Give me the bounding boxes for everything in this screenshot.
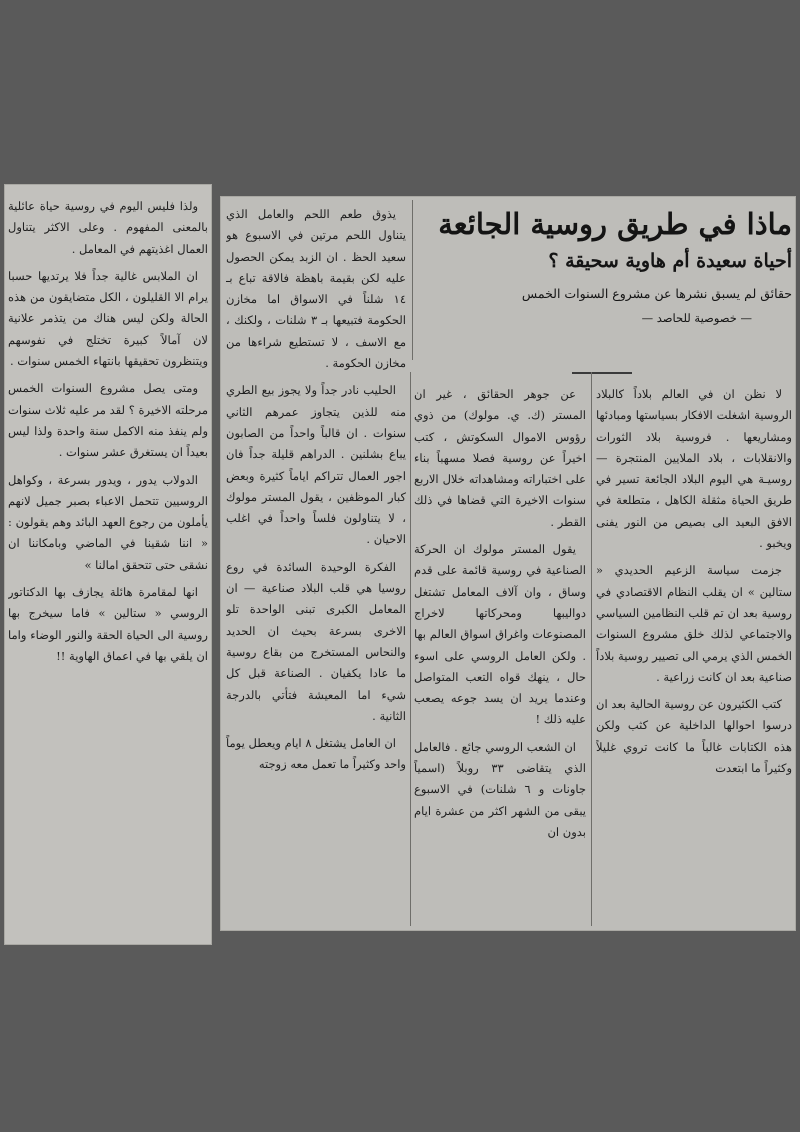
paragraph: ان الملابس غالية جداً فلا يرتديها حسبا يرام الا القليلون ، الكل متضايقون من هذه الحالة ولكن ليس هناك من يتذمر علانية لان آمالاً كبيرة تختلج في نفوسهم ويتنظرون تحقيقها بانتهاء الخمس سنوات . (8, 268, 208, 369)
paragraph: الدولاب يدور ، ويدور بسرعة ، وكواهل الروسيين تتحمل الاعباء بصبر جميل لانهم يأملون من رجوع العهد البائد وهم يقولون : « اننا شقينا في الماضي وبامكاننا ان نشقى حتى تتحقق امالنا » (8, 472, 208, 572)
paragraph: لا نظن ان في العالم بلاداً كالبلاد الروسية اشغلت الافكار بسياستها ومبادئها ومشاريعها . فروسية بلاد الثورات والانقلابات ، بلاد الملايين المنتجرة — روسيـة هي اليوم البلاد الجائعة تسير في طريق الحياة مثقلة الكاهل ، متطلعة في الافق البعيد الى بصيص من النور يفنى ويخبو . (596, 387, 792, 551)
article-column-3 (226, 204, 406, 926)
column-rule (410, 372, 411, 926)
title-underline (572, 372, 632, 374)
paragraph: جزمت سياسة الزعيم الحديدي « ستالين » ان يقلب النظام الاقتصادي في روسية بعد ان تم قلب النظامين السياسي والاجتماعي لذلك خلق مشروع السنوات الخمس الذي يرمي الى تصيير روسية بلاداً صناعية بعد ان كانت زراعية . (596, 563, 792, 684)
headline: ماذا في طريق روسية الجائعة (438, 207, 792, 241)
article-column-2 (414, 384, 586, 926)
deck: حقائق لم يسبق نشرها عن مشروع السنوات الخمس (521, 286, 792, 301)
paragraph: كتب الكثيرون عن روسية الحالية بعد ان درسوا احوالها الداخلية عن كثب ولكن هذه الكتابات غالباً ما كانت تروي غليلاً وكثيراً ما ابتعدت (596, 697, 792, 776)
paragraph: ان العامل يشتغل ٨ ايام ويعطل يوماً واحد وكثيراً ما تعمل معه زوجته (226, 736, 406, 772)
paragraph: ان الشعب الروسي جائع . فالعامل الذي يتقاضى ٣٣ روبلاً (اسمياً جاونات و ٦ شلنات) في الاسبوع يبقى من الشهر اكثر من عشرة ايام بدون ان (414, 739, 586, 839)
column-rule (412, 200, 413, 360)
column-rule (591, 372, 592, 926)
paragraph: انها لمقامرة هائلة يجازف بها الدكتاتور الروسي « ستالين » فاما سيخرج بها روسية الى الحياة الحقة والنور الوضاء واما ان يلقي بها في اعماق الهاوية !! (8, 585, 208, 663)
paragraph: عن جوهر الحقائق ، غير ان المستر (ك. ي. مولوك) من ذوي رؤوس الاموال السكوتش ، كتب اخيراً عن روسية فصلا مسهباً بناء على اختباراته ومشاهداته خلال الاربع سنوات الاخيرة التي قضاها في ذلك القطر . (414, 387, 586, 529)
article-title-block (424, 204, 792, 364)
paragraph: الفكرة الوحيدة السائدة في روع روسيا هي قلب البلاد صناعية — ان المعامل الكبرى تبنى الواحدة تلو الاخرى بسرعة بحيث ان الحديد والنحاس المستخرج من بقاع روسية ما عادا يكفيان . الصناعة قبل كل شيء اما المعيشة فتأتي بالدرجة الثانية . (226, 559, 406, 723)
subheadline: أحياة سعيدة أم هاوية سحيقة ؟ (548, 250, 792, 272)
article-column-1 (596, 384, 792, 926)
article-column-4 (8, 196, 208, 940)
paragraph: يقول المستر مولوك ان الحركة الصناعية في روسية قائمة على قدم وساق ، وان آلاف المعامل تشتغل دواليبها ومحركاتها لاخراج المصنوعات واغراق اسواق العالم بها . ولكن العامل الروسي على اسوء حال ، ينهك قواه التعب المتواصل وعندما يريد ان يسد جوعه يصعب عليه ذلك ! (414, 542, 586, 727)
paragraph: يذوق طعم اللحم والعامل الذي يتناول اللحم مرتين في الاسبوع هو سعيد الحظ . ان الزبد يمكن الحصول عليه لكن بقيمة باهظة فالاقة تباع بـ ١٤ شلناً في الاسواق اما مخازن الحكومة فتبيعها بـ ٣ شلنات ، ولكنك ، مع الاسف ، لا تستطيع شراءها من مخازن الحكومة . (226, 207, 406, 371)
paragraph: الحليب نادر جداً ولا يجوز بيع الطري منه للذين يتجاوز عمرهم الثاني سنوات . ان قالباً واحداً من الصابون يباع بشلنين . الدراهم قليلة جداً فان اجور العمال تتراكم اياماً كثيرة وبعض كبار الموظفين ، يقول المستر مولوك ، لا يتناولون فلساً واحداً في اغلب الاحيان . (226, 383, 406, 547)
paragraph: ولذا فليس اليوم في روسية حياة عائلية بالمعنى المفهوم . وعلى الاكثر يتناول العمال اغذيتهم في المعامل . (8, 199, 208, 256)
paragraph: ومتى يصل مشروع السنوات الخمس مرحلته الاخيرة ؟ لقد مر عليه ثلاث سنوات ولم ينفذ منه الاكمل سنة واحدة ولذا ليس بعيداً ان يستغرق عشر سنوات . (8, 381, 208, 460)
credit-line: — خصوصية للحاصد — (641, 311, 752, 325)
